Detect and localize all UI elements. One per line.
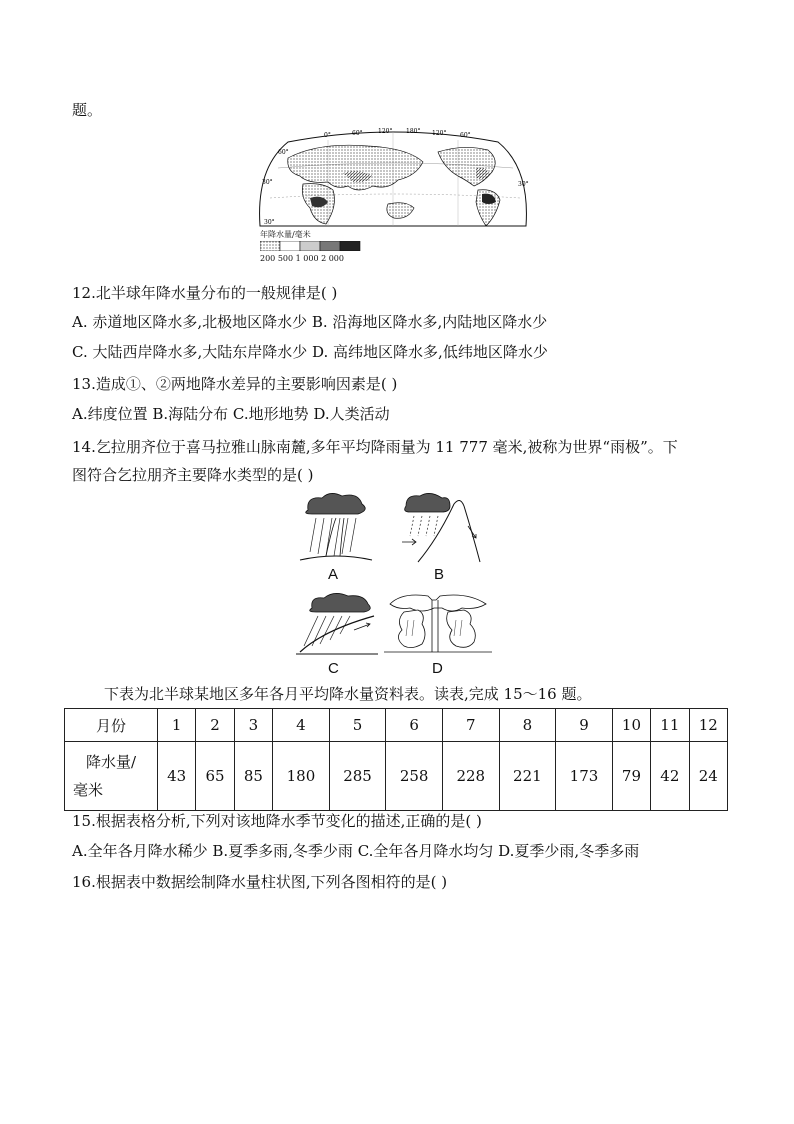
convective-rain-diagram bbox=[296, 492, 376, 564]
q16-stem: 16.根据表中数据绘制降水量柱状图,下列各图相符的是( ) bbox=[72, 873, 448, 891]
month-cell: 7 bbox=[442, 709, 499, 742]
value-cell: 24 bbox=[689, 742, 727, 811]
map-legend bbox=[256, 229, 376, 269]
month-cell: 12 bbox=[689, 709, 727, 742]
value-cell: 79 bbox=[612, 742, 650, 811]
month-cell: 10 bbox=[612, 709, 650, 742]
month-cell: 8 bbox=[499, 709, 556, 742]
svg-text:30°: 30° bbox=[262, 179, 273, 186]
value-cell: 258 bbox=[386, 742, 443, 811]
month-cell: 2 bbox=[196, 709, 234, 742]
table-row-label bbox=[65, 742, 158, 811]
svg-text:120°: 120° bbox=[432, 130, 447, 137]
legend-swatches bbox=[260, 241, 370, 251]
table-value-row bbox=[65, 742, 728, 811]
typhoon-rain-diagram bbox=[382, 590, 494, 656]
month-cell: 1 bbox=[158, 709, 196, 742]
value-cell: 65 bbox=[196, 742, 234, 811]
month-cell: 11 bbox=[651, 709, 689, 742]
precipitation-table bbox=[64, 708, 728, 811]
month-cell: 9 bbox=[556, 709, 613, 742]
table-header-row bbox=[65, 709, 728, 742]
value-cell: 221 bbox=[499, 742, 556, 811]
month-cell: 6 bbox=[386, 709, 443, 742]
world-precipitation-map bbox=[248, 128, 538, 228]
table-intro: 下表为北半球某地区多年各月平均降水量资料表。读表,完成 15～16 题。 bbox=[104, 685, 592, 703]
value-cell: 285 bbox=[329, 742, 386, 811]
diagram-label-c: C bbox=[328, 660, 339, 677]
svg-text:60°: 60° bbox=[460, 132, 471, 139]
row-label-line1: 降水量/ bbox=[85, 753, 137, 771]
q12-stem: 12.北半球年降水量分布的一般规律是( ) bbox=[72, 284, 338, 302]
svg-text:60°: 60° bbox=[278, 149, 289, 156]
q12-options-cd: C. 大陆西岸降水多,大陆东岸降水少 D. 高纬地区降水多,低纬地区降水少 bbox=[72, 343, 548, 361]
legend-values: 200 500 1 000 2 000 bbox=[260, 254, 344, 263]
svg-text:180°: 180° bbox=[406, 128, 421, 135]
table-header-label: 月份 bbox=[65, 709, 158, 742]
svg-text:30°: 30° bbox=[264, 219, 275, 226]
q13-options: A.纬度位置 B.海陆分布 C.地形地势 D.人类活动 bbox=[72, 405, 390, 423]
svg-text:60°: 60° bbox=[352, 130, 363, 137]
svg-text:30°: 30° bbox=[518, 181, 529, 188]
diagram-label-a: A bbox=[328, 566, 339, 583]
value-cell: 173 bbox=[556, 742, 613, 811]
legend-title: 年降水量/毫米 bbox=[260, 230, 311, 239]
svg-text:0°: 0° bbox=[324, 132, 331, 139]
intro-tail: 题。 bbox=[72, 101, 103, 119]
q14-stem-line1: 14.乞拉朋齐位于喜马拉雅山脉南麓,多年平均降雨量为 11 777 毫米,被称为世界“雨极”。下 bbox=[72, 438, 678, 456]
month-cell: 5 bbox=[329, 709, 386, 742]
value-cell: 180 bbox=[273, 742, 330, 811]
svg-text:120°: 120° bbox=[378, 128, 393, 135]
value-cell: 42 bbox=[651, 742, 689, 811]
q14-stem-line2: 图符合乞拉朋齐主要降水类型的是( ) bbox=[72, 466, 314, 484]
orographic-rain-diagram bbox=[398, 492, 482, 564]
q15-stem: 15.根据表格分析,下列对该地降水季节变化的描述,正确的是( ) bbox=[72, 812, 482, 830]
month-cell: 3 bbox=[234, 709, 272, 742]
value-cell: 228 bbox=[442, 742, 499, 811]
row-label-line2: 毫米 bbox=[73, 781, 104, 799]
frontal-rain-diagram bbox=[294, 590, 380, 656]
month-cell: 4 bbox=[273, 709, 330, 742]
q15-options: A.全年各月降水稀少 B.夏季多雨,冬季少雨 C.全年各月降水均匀 D.夏季少雨,冬季多雨 bbox=[72, 842, 640, 860]
q13-stem: 13.造成①、②两地降水差异的主要影响因素是( ) bbox=[72, 375, 398, 393]
q12-options-ab: A. 赤道地区降水多,北极地区降水少 B. 沿海地区降水多,内陆地区降水少 bbox=[72, 313, 548, 331]
value-cell: 43 bbox=[158, 742, 196, 811]
diagram-label-d: D bbox=[432, 660, 443, 677]
diagram-label-b: B bbox=[434, 566, 445, 583]
value-cell: 85 bbox=[234, 742, 272, 811]
